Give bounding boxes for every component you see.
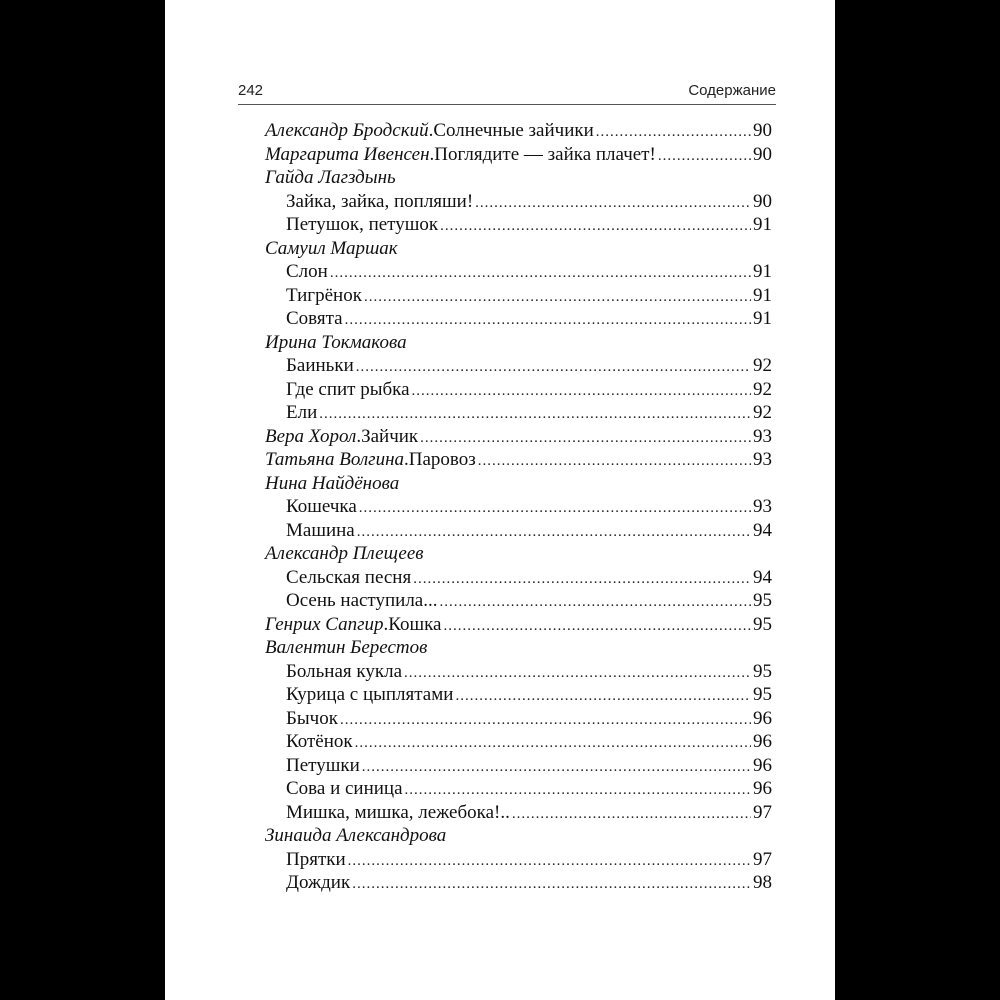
toc-title: Зайка, зайка, попляши! <box>286 190 474 212</box>
toc-page-number: 96 <box>753 731 772 752</box>
dot-leader <box>478 450 751 474</box>
toc-title: Бычок <box>286 707 338 729</box>
dot-leader <box>356 356 751 380</box>
dot-leader <box>412 380 751 404</box>
toc-separator: . <box>429 143 435 165</box>
toc-entry <box>265 754 772 778</box>
toc-page-number: 95 <box>753 684 772 705</box>
toc-entry <box>265 354 772 378</box>
toc-entry <box>265 848 772 872</box>
toc-author-heading <box>265 542 772 566</box>
dot-leader <box>355 732 751 756</box>
toc-separator: . <box>428 120 434 141</box>
toc-separator: . <box>404 449 409 470</box>
toc-author: Александр Плещеев <box>265 543 424 564</box>
toc-title: Поглядите — зайка плачет! <box>434 143 656 165</box>
toc-title: Котёнок <box>286 731 353 752</box>
page-number: 242 <box>238 82 264 99</box>
toc-page-number: 90 <box>753 120 772 141</box>
toc-page-number: 98 <box>753 872 772 893</box>
toc-title: Совята <box>286 308 343 329</box>
toc-page-number: 91 <box>753 308 772 329</box>
dot-leader <box>348 850 751 874</box>
toc-title: Петушок, петушок <box>286 214 439 235</box>
table-of-contents <box>265 119 772 895</box>
toc-separator: . <box>383 613 389 635</box>
toc-author: Самуил Маршак <box>265 237 398 259</box>
toc-author: Александр Бродский <box>265 120 429 141</box>
dot-leader <box>596 121 751 145</box>
dot-leader <box>359 497 751 521</box>
toc-page-number: 91 <box>753 284 772 306</box>
dot-leader <box>330 262 751 286</box>
toc-entry <box>265 730 772 754</box>
toc-entry <box>265 401 772 425</box>
toc-page-number: 91 <box>753 261 772 282</box>
dot-leader <box>404 662 751 686</box>
toc-title: Прятки <box>286 848 346 870</box>
toc-entry <box>265 613 772 637</box>
toc-title: Баиньки <box>286 355 354 376</box>
toc-page-number: 96 <box>753 707 772 729</box>
toc-author: Генрих Сапгир <box>265 613 384 635</box>
toc-entry <box>265 190 772 214</box>
toc-title: Солнечные зайчики <box>433 120 594 141</box>
toc-author-heading <box>265 166 772 190</box>
toc-author: Ирина Токмакова <box>265 331 407 353</box>
book-page <box>165 0 835 1000</box>
toc-entry <box>265 284 772 308</box>
dot-leader <box>443 615 751 639</box>
toc-title: Сова и синица <box>286 778 403 799</box>
toc-title: Где спит рыбка <box>286 378 410 400</box>
toc-title: Сельская песня <box>286 566 412 588</box>
dot-leader <box>658 145 751 169</box>
toc-title: Больная кукла <box>286 660 403 682</box>
toc-title: Осень наступила... <box>286 590 438 611</box>
toc-entry <box>265 707 772 731</box>
toc-entry <box>265 660 772 684</box>
dot-leader <box>319 403 751 427</box>
toc-entry <box>265 566 772 590</box>
toc-title: Дождик <box>286 872 351 893</box>
toc-entry <box>265 777 772 801</box>
toc-title: Мишка, мишка, лежебока!.. <box>286 801 510 823</box>
toc-author-heading <box>265 237 772 261</box>
toc-page-number: 92 <box>753 402 772 423</box>
toc-author-heading <box>265 824 772 848</box>
toc-entry <box>265 871 772 895</box>
toc-author-heading <box>265 636 772 660</box>
dot-leader <box>340 709 751 733</box>
toc-author: Вера Хорол <box>265 425 357 447</box>
dot-leader <box>440 591 752 615</box>
toc-separator: . <box>356 425 362 447</box>
toc-entry <box>265 683 772 707</box>
dot-leader <box>352 873 751 897</box>
toc-entry <box>265 425 772 449</box>
toc-title: Паровоз <box>408 449 476 470</box>
toc-author: Гайда Лагздынь <box>265 167 396 188</box>
toc-title: Курица с цыплятами <box>286 684 454 705</box>
toc-page-number: 93 <box>753 449 772 470</box>
dot-leader <box>413 568 751 592</box>
toc-entry <box>265 801 772 825</box>
toc-page-number: 96 <box>753 754 772 776</box>
dot-leader <box>345 309 751 333</box>
toc-entry <box>265 213 772 237</box>
toc-entry <box>265 448 772 472</box>
toc-entry <box>265 378 772 402</box>
dot-leader <box>455 685 751 709</box>
toc-title: Слон <box>286 261 328 282</box>
toc-page-number: 91 <box>753 214 772 235</box>
dot-leader <box>512 803 751 827</box>
toc-entry <box>265 119 772 143</box>
toc-title: Ели <box>286 402 318 423</box>
toc-author: Татьяна Волгина <box>265 449 405 470</box>
toc-entry <box>265 307 772 331</box>
toc-title: Машина <box>286 519 355 541</box>
toc-page-number: 96 <box>753 778 772 799</box>
dot-leader <box>440 215 751 239</box>
toc-page-number: 94 <box>753 519 772 541</box>
toc-entry <box>265 589 772 613</box>
dot-leader <box>357 521 751 545</box>
running-head <box>238 80 776 102</box>
toc-author: Маргарита Ивенсен <box>265 143 430 165</box>
toc-page-number: 90 <box>753 143 772 165</box>
dot-leader <box>364 286 751 310</box>
toc-page-number: 93 <box>753 425 772 447</box>
toc-entry <box>265 519 772 543</box>
dot-leader <box>420 427 751 451</box>
toc-entry <box>265 495 772 519</box>
toc-page-number: 95 <box>753 660 772 682</box>
toc-page-number: 92 <box>753 355 772 376</box>
toc-author-heading <box>265 331 772 355</box>
toc-entry <box>265 143 772 167</box>
section-title: Содержание <box>688 82 776 99</box>
toc-author: Нина Найдёнова <box>265 472 400 494</box>
header-rule <box>238 104 776 105</box>
toc-author: Зинаида Александрова <box>265 825 447 846</box>
toc-page-number: 94 <box>753 566 772 588</box>
toc-page-number: 97 <box>753 848 772 870</box>
dot-leader <box>405 779 751 803</box>
toc-page-number: 90 <box>753 190 772 212</box>
toc-title: Кошечка <box>286 496 357 517</box>
toc-page-number: 95 <box>753 590 772 611</box>
toc-title: Кошка <box>388 613 442 635</box>
toc-page-number: 93 <box>753 496 772 517</box>
dot-leader <box>475 192 751 216</box>
toc-author: Валентин Берестов <box>265 637 428 658</box>
toc-page-number: 95 <box>753 613 772 635</box>
toc-title: Петушки <box>286 754 360 776</box>
toc-entry <box>265 260 772 284</box>
dot-leader <box>362 756 751 780</box>
toc-title: Тигрёнок <box>286 284 362 306</box>
toc-title: Зайчик <box>361 425 419 447</box>
toc-page-number: 97 <box>753 801 772 823</box>
toc-page-number: 92 <box>753 378 772 400</box>
toc-author-heading <box>265 472 772 496</box>
